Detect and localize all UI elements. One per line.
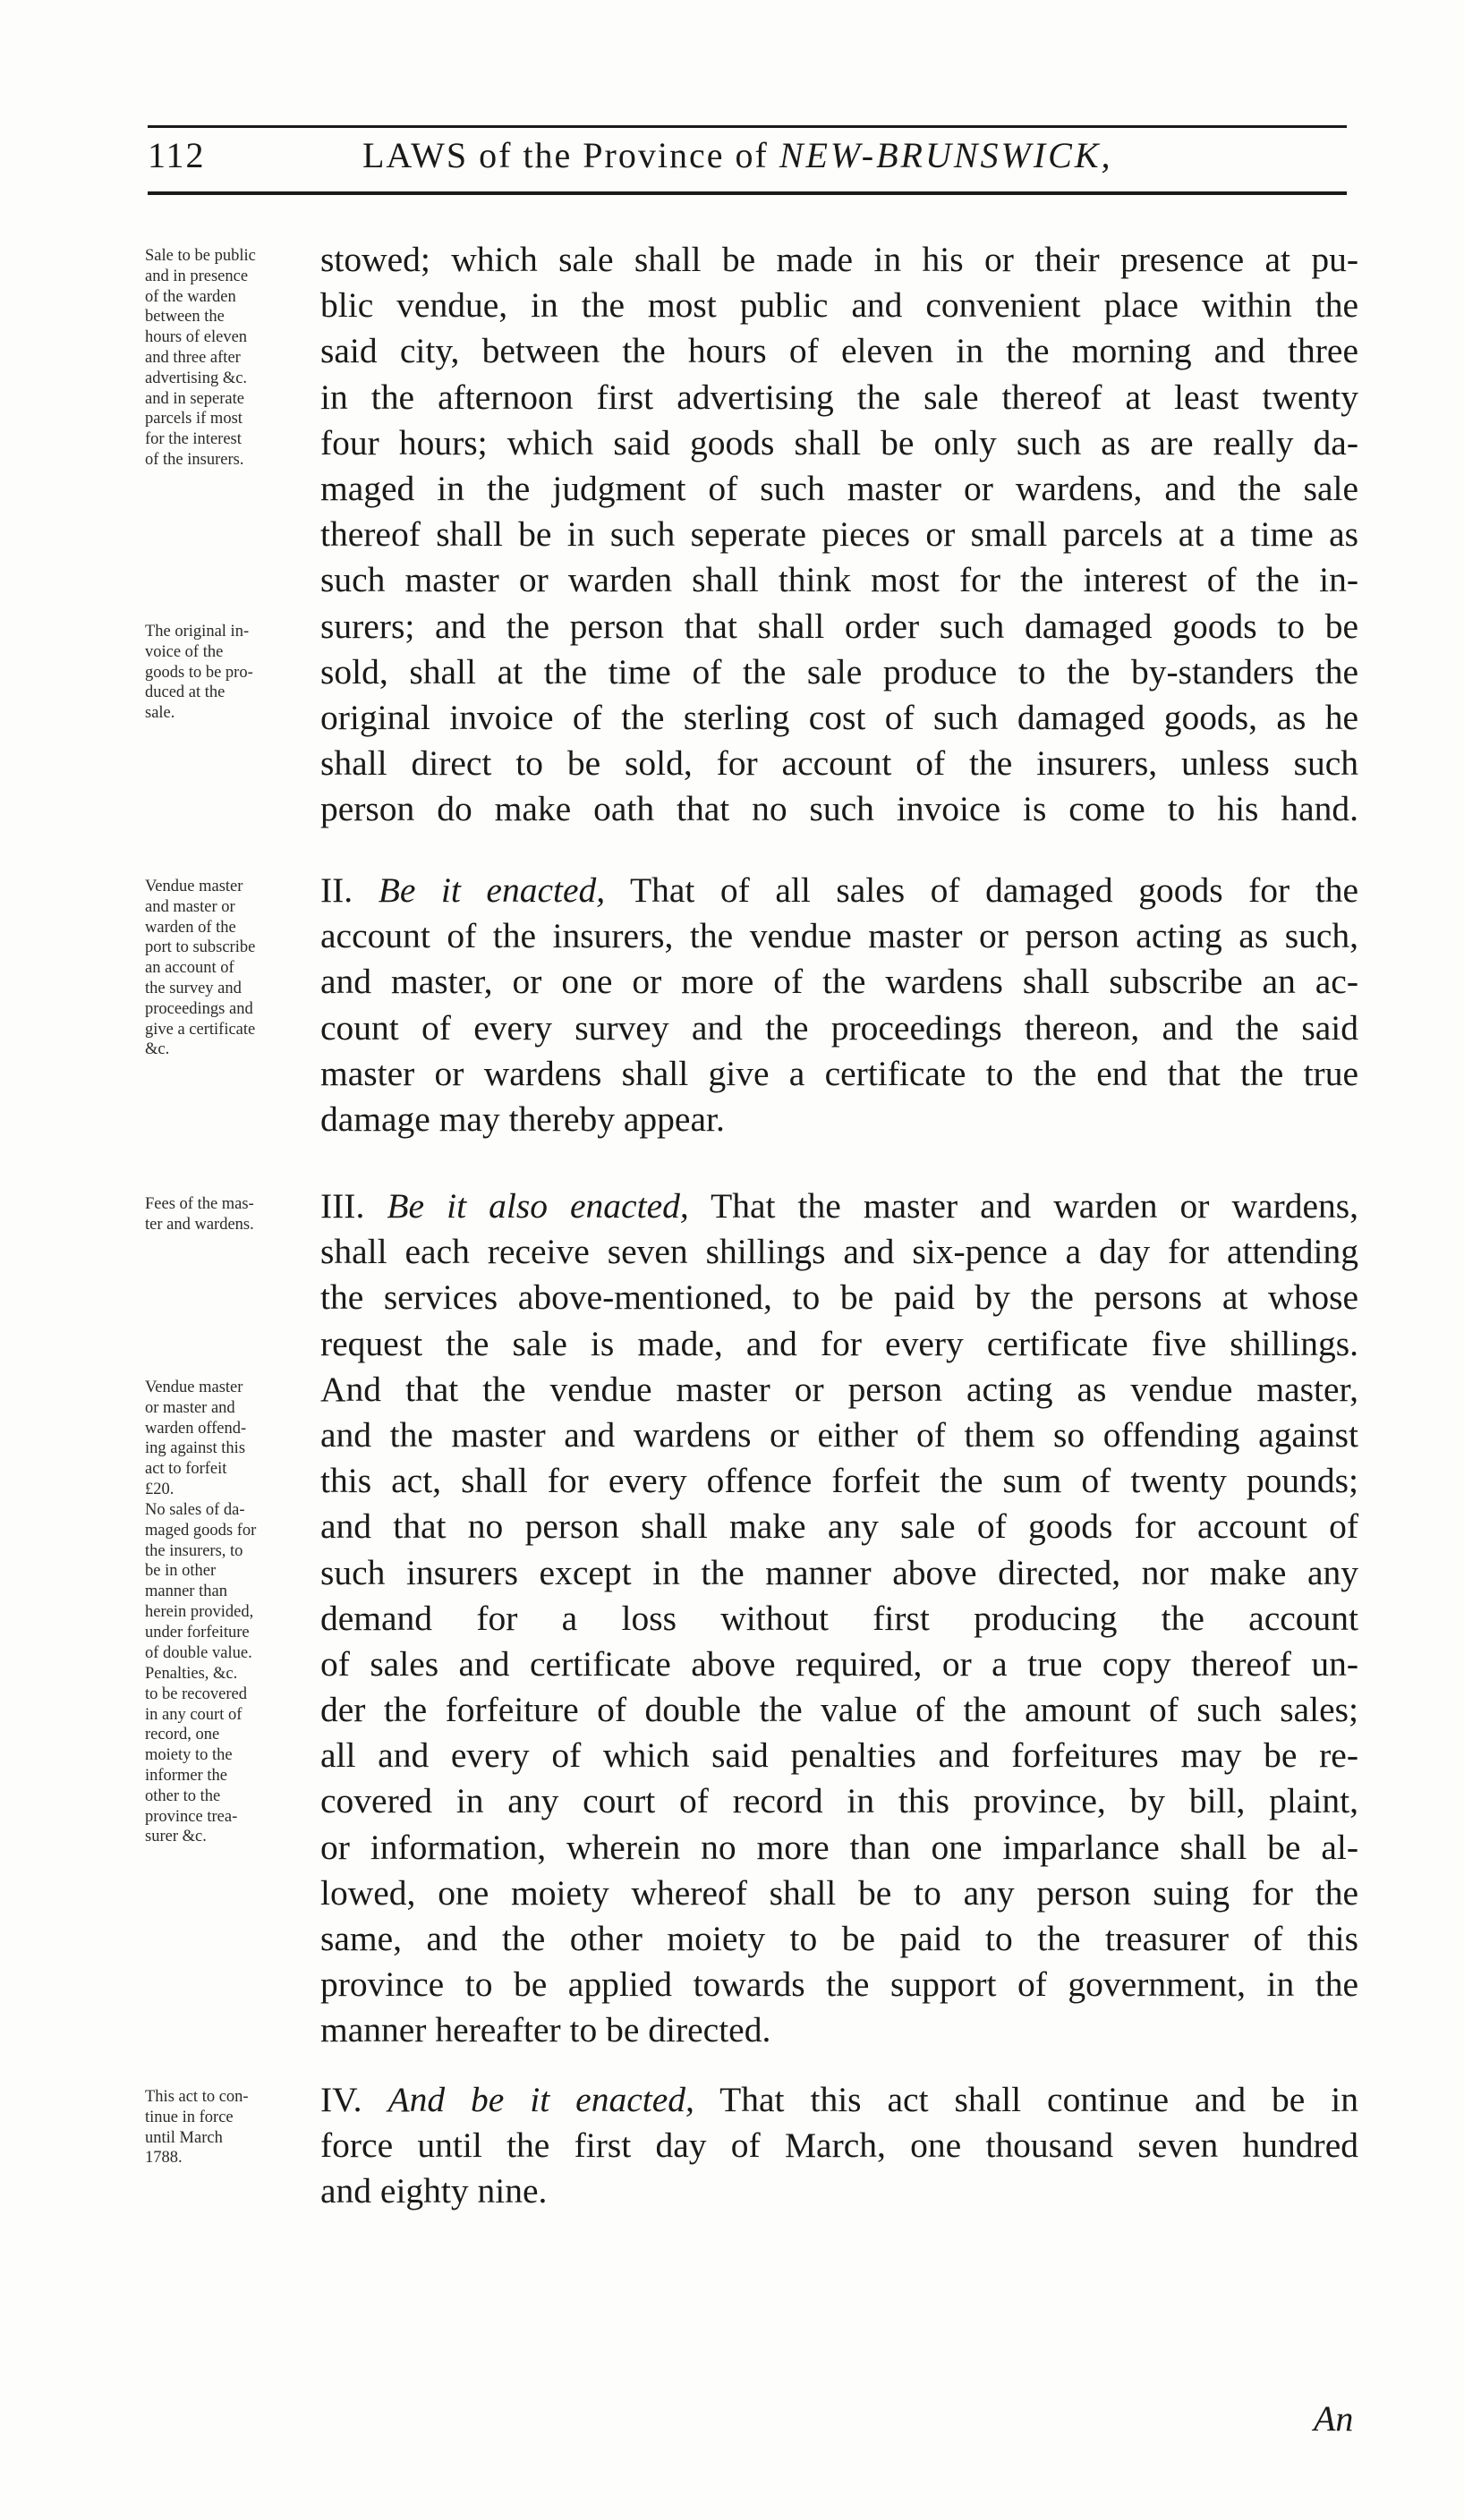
margin-note-line: Vendue master — [145, 878, 243, 895]
margin-note-line: and in seperate — [145, 389, 244, 408]
text-line: or information, wherein no more than one imparlance shall be al- — [320, 1827, 1358, 1867]
enacting-clause: Be it enacted, — [378, 870, 606, 910]
text-line: province to be applied towards the support of government, in the — [320, 1964, 1358, 2005]
running-title — [362, 134, 1113, 176]
margin-note-penalties — [145, 1664, 320, 1847]
margin-note-line: of the insurers. — [145, 450, 244, 469]
text-line: blic vendue, in the most public and convenient place within the — [320, 285, 1358, 326]
margin-note-line: advertising &c. — [145, 369, 248, 387]
margin-note-line: maged goods for — [145, 1521, 257, 1540]
paragraph-continuation — [320, 237, 1358, 832]
text-line: lowed, one moiety whereof shall be to any person suing for the — [320, 1872, 1358, 1913]
margin-note-sale-public — [145, 246, 320, 471]
running-header — [148, 134, 1347, 188]
margin-note-line: Vendue master — [145, 1379, 243, 1396]
margin-note-line: parcels if most — [145, 410, 243, 428]
text-line — [320, 2077, 1358, 2123]
text-line: same, and the other moiety to be paid to the treasurer of this — [320, 1919, 1358, 1958]
margin-note-line: proceedings and — [145, 999, 253, 1018]
margin-note-line: manner than — [145, 1582, 227, 1601]
text-line — [320, 1184, 1358, 1229]
running-title-province: NEW-BRUNSWICK, — [779, 135, 1113, 175]
text-line: count of every survey and the proceedings thereon, and the said — [320, 1007, 1358, 1048]
text-line: original invoice of the sterling cost of such damaged goods, as he — [320, 697, 1358, 737]
margin-note-line: Fees of the mas- — [145, 1195, 254, 1213]
enacting-clause: Be it also enacted, — [387, 1186, 689, 1226]
text-line: and eighty nine. — [320, 2171, 548, 2211]
text-run: That the master and warden or wardens, — [688, 1186, 1359, 1226]
margin-note-line: to be recovered — [145, 1684, 248, 1703]
margin-note-line: for the interest — [145, 430, 242, 449]
margin-note-no-sales — [145, 1500, 320, 1663]
margin-note-line: Sale to be public — [145, 247, 256, 265]
text-line: manner hereafter to be directed. — [320, 2010, 771, 2050]
margin-note-line: ter and wardens. — [145, 1215, 254, 1234]
text-line: and master, or one or more of the wardens shall subscribe an ac- — [320, 962, 1358, 1002]
margin-note-line: &c. — [145, 1040, 170, 1059]
text-line: this act, shall for every offence forfeit the sum of twenty pounds; — [320, 1461, 1358, 1501]
margin-note-line: the insurers, to — [145, 1541, 243, 1560]
margin-note-line: give a certificate — [145, 1020, 256, 1039]
margin-note-line: duced at the — [145, 683, 226, 702]
text-line: covered in any court of record in this province, by bill, plaint, — [320, 1781, 1358, 1821]
text-line: said city, between the hours of eleven in the morning and three — [320, 331, 1358, 371]
margin-note-line: This act to con- — [145, 2088, 249, 2106]
margin-note-line: goods to be pro- — [145, 663, 253, 682]
margin-note-line: other to the — [145, 1786, 221, 1805]
running-title-prefix: LAWS of the Province of — [362, 135, 779, 175]
margin-note-line: 1788. — [145, 2149, 183, 2168]
text-line: four hours; which said goods shall be only such as are really da- — [320, 422, 1358, 462]
text-line: master or wardens shall give a certificate to the end that the true — [320, 1053, 1358, 1093]
margin-note-line: and master or — [145, 897, 235, 916]
text-line — [320, 868, 1358, 913]
margin-note-line: voice of the — [145, 642, 224, 661]
text-line: the services above-mentioned, to be paid by the persons at whose — [320, 1277, 1358, 1318]
text-line: damage may thereby appear. — [320, 1099, 725, 1139]
margin-note-line: an account of — [145, 959, 234, 978]
text-line: and the master and wardens or either of them so offending against — [320, 1414, 1358, 1455]
text-line: such master or warden shall think most for the interest of the in- — [320, 560, 1358, 600]
header-rule-top — [148, 125, 1347, 128]
margin-note-line: informer the — [145, 1766, 227, 1785]
text-line: sold, shall at the time of the sale produce to the by-standers the — [320, 651, 1358, 692]
text-line: force until the first day of March, one thousand seven hundred — [320, 2125, 1358, 2166]
catchword: An — [1314, 2398, 1354, 2439]
margin-note-line: be in other — [145, 1562, 217, 1581]
margin-note-line: or master and — [145, 1398, 235, 1417]
section-numeral: II. — [320, 870, 379, 910]
margin-note-line: record, one — [145, 1726, 220, 1744]
text-line: of sales and certificate above required, or a true copy thereof un- — [320, 1643, 1358, 1684]
margin-note-line: ing against this — [145, 1439, 246, 1458]
margin-note-line: sale. — [145, 704, 175, 723]
text-line: shall each receive seven shillings and six-pence a day for attending — [320, 1232, 1358, 1272]
text-line: person do make oath that no such invoice is come to his hand. — [320, 789, 1358, 829]
margin-note-line: under forfeiture — [145, 1623, 250, 1642]
margin-note-line: of the warden — [145, 287, 236, 306]
text-line: maged in the judgment of such master or wardens, and the sale — [320, 468, 1358, 508]
margin-note-line: in any court of — [145, 1705, 243, 1724]
margin-note-line: and in presence — [145, 267, 249, 285]
margin-note-original-invoice — [145, 622, 320, 724]
paragraph-section-3 — [320, 1184, 1358, 2054]
margin-note-line: the survey and — [145, 979, 242, 997]
margin-note-line: £20. — [145, 1480, 174, 1498]
text-line: account of the insurers, the vendue master or person acting as such, — [320, 916, 1358, 956]
margin-note-line: and three after — [145, 348, 241, 367]
margin-note-fees — [145, 1194, 320, 1235]
margin-note-line: No sales of da- — [145, 1501, 245, 1519]
header-rule-bottom — [148, 191, 1347, 195]
margin-note-line: warden of the — [145, 918, 236, 937]
paragraph-section-2 — [320, 868, 1358, 1142]
text-line: request the sale is made, and for every certificate five shillings. — [320, 1323, 1358, 1363]
margin-note-line: until March — [145, 2128, 223, 2147]
margin-note-line: warden offend- — [145, 1419, 247, 1438]
margin-note-forfeit — [145, 1378, 320, 1500]
margin-note-line: between the — [145, 308, 225, 327]
text-line: all and every of which said penalties and forfeitures may be re- — [320, 1735, 1358, 1776]
text-line: And that the vendue master or person acting as vendue master, — [320, 1369, 1358, 1409]
text-line: and that no person shall make any sale of goods for account of — [320, 1506, 1358, 1547]
paragraph-section-4 — [320, 2077, 1358, 2215]
enacting-clause: And be it enacted, — [387, 2080, 694, 2119]
margin-note-line: of double value. — [145, 1643, 252, 1662]
margin-note-line: Penalties, &c. — [145, 1665, 238, 1683]
text-line: thereof shall be in such seperate pieces or small parcels at a time as — [320, 514, 1358, 555]
margin-note-continue — [145, 2087, 320, 2168]
text-line: such insurers except in the manner above directed, nor make any — [320, 1552, 1358, 1592]
margin-note-line: herein provided, — [145, 1602, 254, 1621]
text-line: stowed; which sale shall be made in his or their presence at pu- — [320, 240, 1358, 279]
margin-note-line: moiety to the — [145, 1746, 233, 1765]
text-run: That this act shall continue and be in — [694, 2080, 1358, 2119]
page-number: 112 — [148, 135, 206, 175]
margin-note-line: act to forfeit — [145, 1460, 227, 1479]
text-line: surers; and the person that shall order such damaged goods to be — [320, 606, 1358, 646]
margin-note-line: The original in- — [145, 623, 250, 641]
section-numeral: III. — [320, 1186, 387, 1226]
margin-note-line: hours of eleven — [145, 328, 248, 347]
text-line: der the forfeiture of double the value of the amount of such sales; — [320, 1690, 1358, 1730]
text-run: That of all sales of damaged goods for the — [605, 870, 1358, 910]
margin-note-line: surer &c. — [145, 1828, 207, 1846]
section-numeral: IV. — [320, 2080, 388, 2119]
margin-note-vendue-subscribe — [145, 877, 320, 1060]
text-line: demand for a loss without first producing the account — [320, 1598, 1358, 1638]
margin-note-line: province trea- — [145, 1807, 238, 1826]
text-line: shall direct to be sold, for account of the insurers, unless such — [320, 743, 1358, 784]
text-line: in the afternoon first advertising the sale thereof at least twenty — [320, 377, 1358, 417]
margin-note-line: tinue in force — [145, 2108, 234, 2126]
margin-note-line: port to subscribe — [145, 938, 256, 957]
